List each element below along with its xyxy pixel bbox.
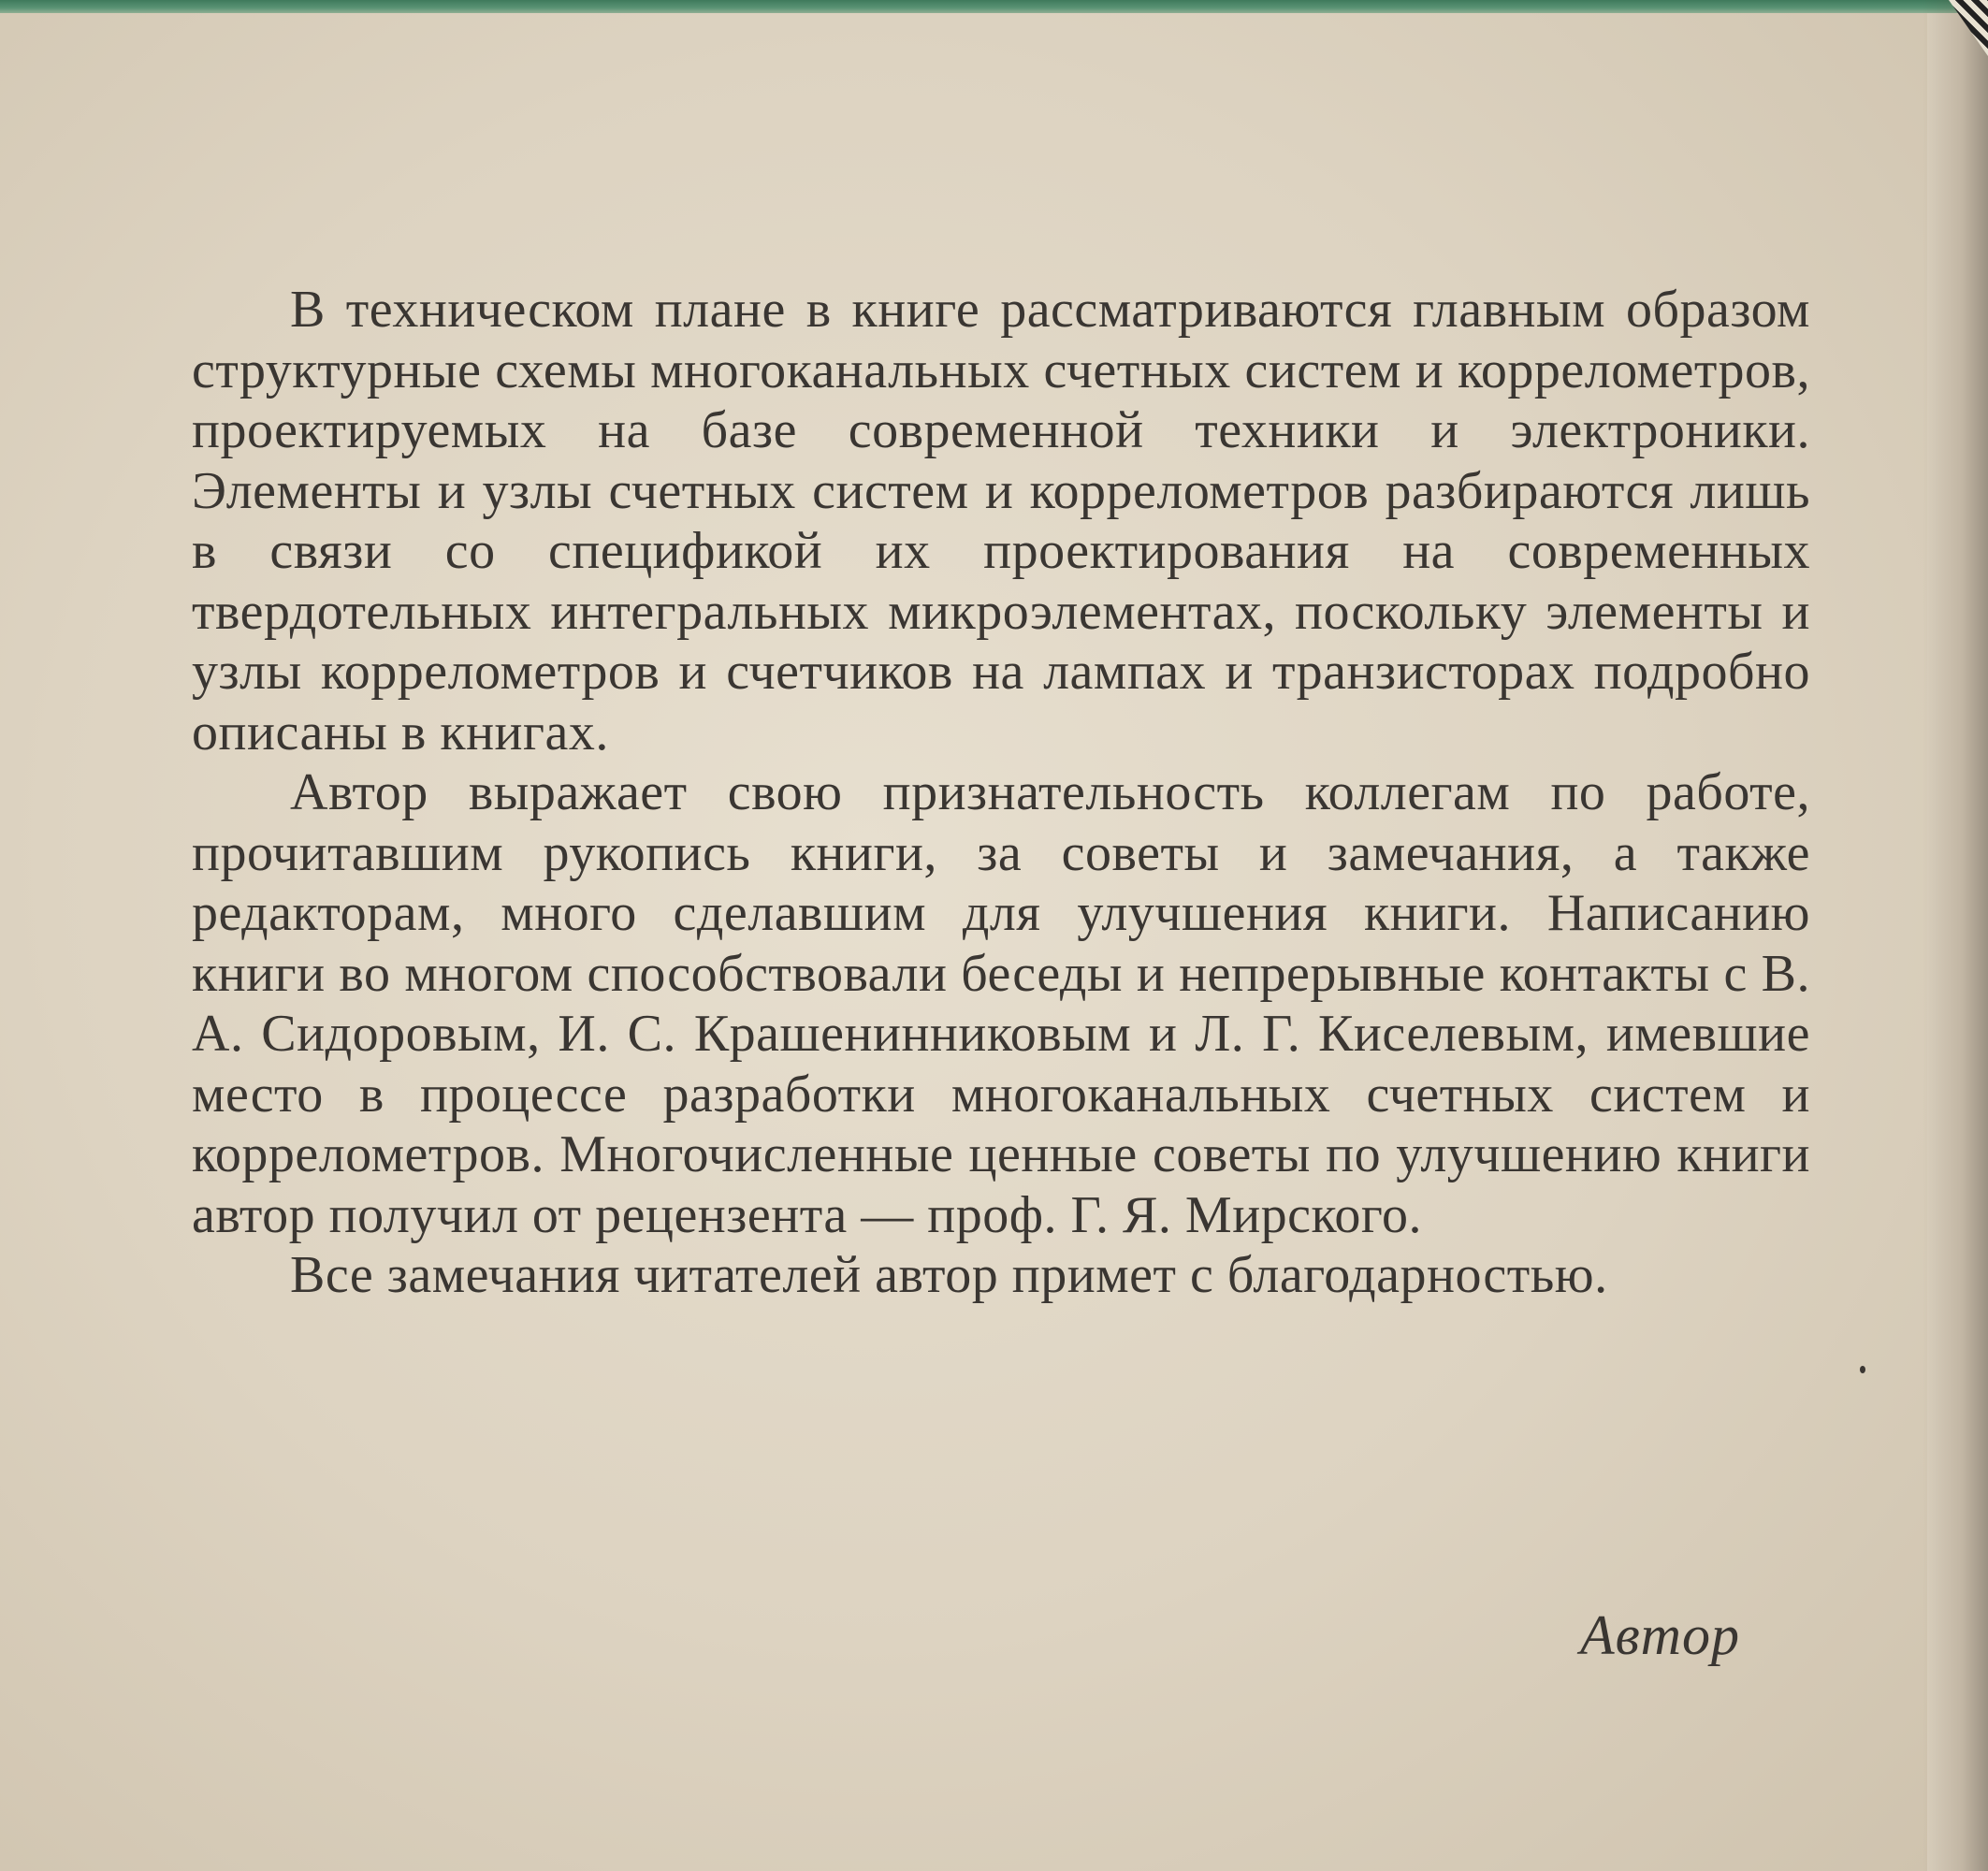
binding-shadow: [1923, 0, 1988, 1871]
ink-speck: [1860, 1366, 1865, 1373]
author-signature: Автор: [1579, 1604, 1740, 1666]
paragraph-reader-feedback: Все замечания читателей автор примет с благодарностью.: [290, 1246, 1608, 1304]
paragraph-technical-scope: В техническом плане в книге рассматриваются главным образом структурные схемы многоканальных счетных систем и коррелометров, проектируемых на базе современной техники и электроники. Элементы и узлы счетных систем и коррелометров разбираются лишь в связи со спецификой их проектирования на современных твердотельных интегральных микроэлементах, поскольку элементы и узлы коррелометров и счетчиков на лампах и транзисторах подробно описаны в книгах.: [192, 281, 1810, 761]
book-page: [0, 13, 1927, 1871]
cover-edge: [0, 0, 1988, 13]
paragraph-acknowledgements: Автор выражает свою признательность коллегам по работе, прочитавшим рукопись книги, за советы и замечания, а также редакторам, много сделавшим для улучшения книги. Написанию книги во многом способствовали беседы и непрерывные контакты с В. А. Сидоровым, И. С. Крашенинниковым и Л. Г. Киселевым, имевшие место в процессе разработки многоканальных счетных систем и коррелометров. Многочисленные ценные советы по улучшению книги автор получил от рецензента — проф. Г. Я. Мирского.: [192, 763, 1810, 1244]
body-text: [192, 280, 1810, 1306]
